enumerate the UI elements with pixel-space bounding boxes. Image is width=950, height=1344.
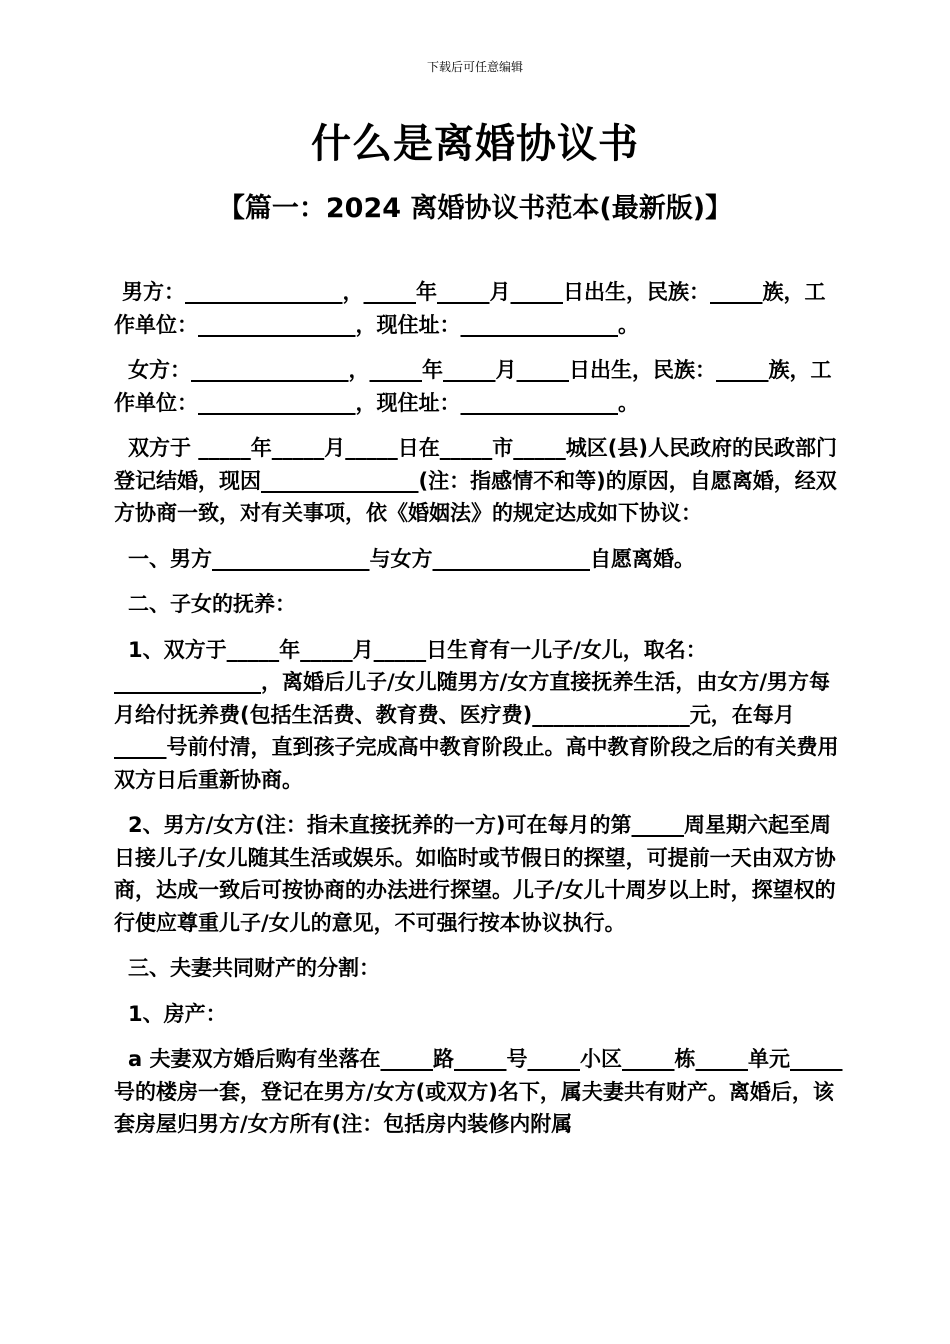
female-party-info: 女方：_______________，_____年_____月_____日出生，民族：_____族，工作单位：_______________，现住址：_______________。 — [114, 358, 832, 415]
clause-real-estate-a: a 夫妻双方婚后购有坐落在_____路_____号_____小区_____栋_____单元_____号的楼房一套，登记在男方/女方(或双方)名下，属夫妻共有财产。离婚后，该套房屋归男方/女方所有(注：包括房内装修内附属 — [114, 1047, 843, 1136]
intro-paragraph: 双方于 _____年_____月_____日在_____市_____城区(县)人民政府的民政部门登记结婚，现因_______________(注：指感情不和等)的原因，自愿离婚，经双方协商一致，对有关事项，依《婚姻法》的规定达成如下协议： — [114, 436, 838, 525]
clause-child-custody-heading: 二、子女的抚养： — [128, 592, 296, 616]
clause-divorce: 一、男方_______________与女方_______________自愿离婚。 — [128, 546, 695, 571]
clause-child-support: 1、双方于_____年_____月_____日生育有一儿子/女儿，取名：______________，离婚后儿子/女儿随男方/女方直接抚养生活，由女方/男方每月给付抚养费(包括生活费、教育费、医疗费)_______________元，在每月_____号前付清，直到孩子完成高中教育阶段止。高中教育阶段之后的有关费用双方日后重新协商。 — [114, 637, 839, 792]
document-subtitle: 【篇一：2024 离婚协议书范本(最新版)】 — [217, 193, 733, 224]
male-party-info: 男方：_______________，_____年_____月_____日出生，民族：_____族，工作单位：_______________，现住址：_______________。 — [114, 280, 826, 337]
document-body — [114, 276, 844, 1154]
header-note: 下载后可任意编辑 — [426, 60, 523, 74]
clause-real-estate-heading: 1、房产： — [128, 1001, 227, 1026]
document-title: 什么是离婚协议书 — [311, 121, 639, 167]
clause-property-heading: 三、夫妻共同财产的分割： — [128, 956, 380, 980]
clause-visitation: 2、男方/女方(注：指未直接抚养的一方)可在每月的第_____周星期六起至周日接儿子/女儿随其生活或娱乐。如临时或节假日的探望，可提前一天由双方协商，达成一致后可按协商的办法进行探望。儿子/女儿十周岁以上时，探望权的行使应尊重儿子/女儿的意见，不可强行按本协议执行。 — [114, 813, 836, 935]
